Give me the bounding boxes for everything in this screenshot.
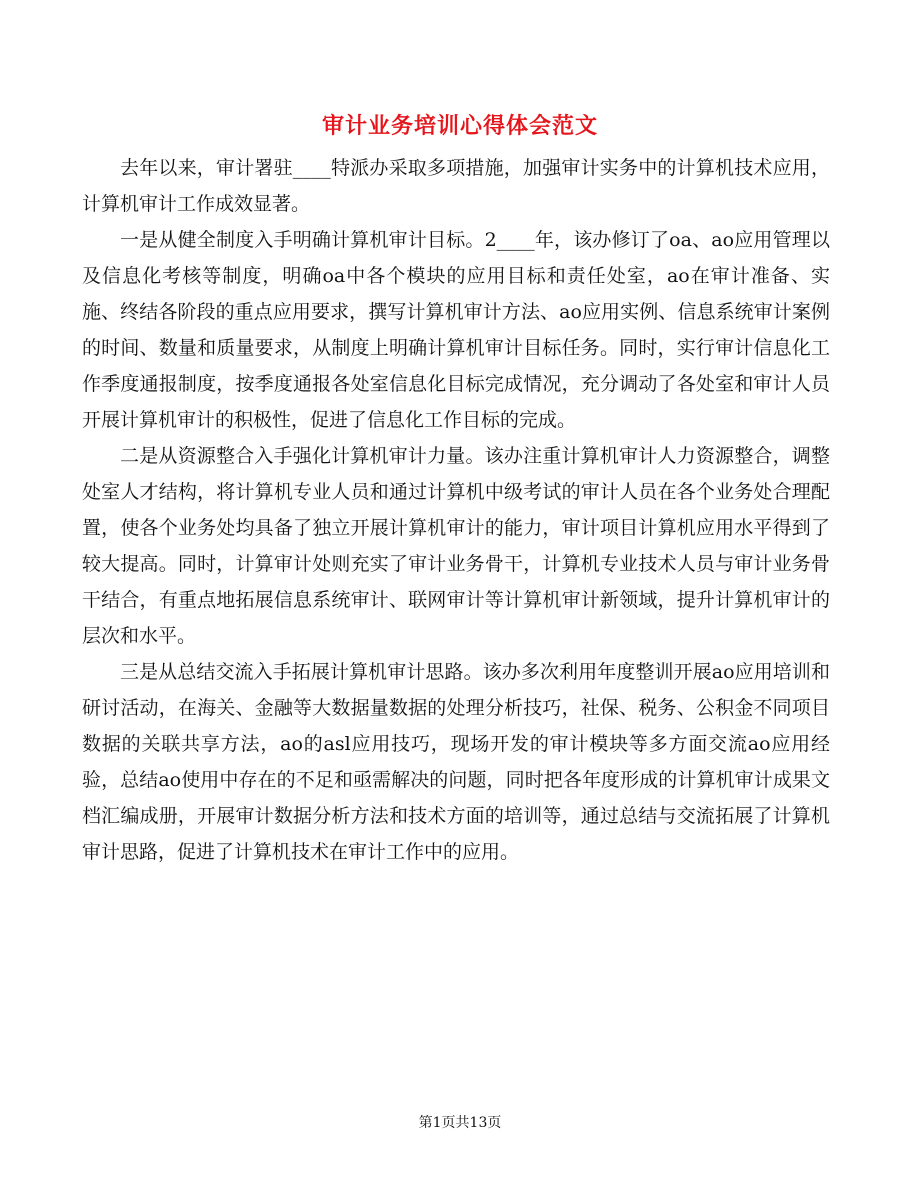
paragraph-exchange: 三是从总结交流入手拓展计算机审计思路。该办多次利用年度整训开展ao应用培训和研讨活动，在海关、金融等大数据量数据的处理分析技巧，社保、税务、公积金不同项目数据的关联共享方法，ao的asl应用技巧，现场开发的审计模块等多方面交流ao应用经验，总结ao使用中存在的不足和亟需解决的问题，同时把各年度形成的计算机审计成果文档汇编成册，开展审计数据分析方法和技术方面的培训等，通过总结与交流拓展了计算机审计思路，促进了计算机技术在审计工作中的应用。 (82, 661, 830, 863)
page-number-footer: 第1页共13页 (418, 1115, 502, 1131)
paragraph-intro: 去年以来，审计署驻____特派办采取多项措施，加强审计实务中的计算机技术应用，计算机审计工作成效显著。 (82, 157, 830, 215)
document-body (82, 150, 830, 870)
paragraph-resources: 二是从资源整合入手强化计算机审计力量。该办注重计算机审计人力资源整合，调整处室人才结构，将计算机专业人员和通过计算机中级考试的审计人员在各个业务处合理配置，使各个业务处均具备了独立开展计算机审计的能力，审计项目计算机应用水平得到了较大提高。同时，计算审计处则充实了审计业务骨干，计算机专业技术人员与审计业务骨干结合，有重点地拓展信息系统审计、联网审计等计算机审计新领域，提升计算机审计的层次和水平。 (82, 445, 830, 647)
paragraph-system: 一是从健全制度入手明确计算机审计目标。2____年，该办修订了oa、ao应用管理以及信息化考核等制度，明确oa中各个模块的应用目标和责任处室，ao在审计准备、实施、终结各阶段的重点应用要求，撰写计算机审计方法、ao应用实例、信息系统审计案例的时间、数量和质量要求，从制度上明确计算机审计目标任务。同时，实行审计信息化工作季度通报制度，按季度通报各处室信息化目标完成情况，充分调动了各处室和审计人员开展计算机审计的积极性，促进了信息化工作目标的完成。 (82, 229, 830, 431)
document-title: 审计业务培训心得体会范文 (321, 113, 598, 139)
